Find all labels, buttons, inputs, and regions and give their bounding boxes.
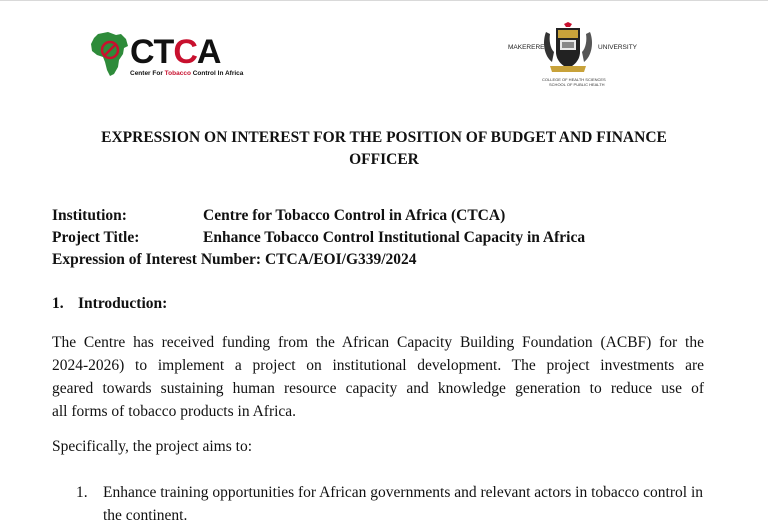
intro-paragraph: [52, 331, 704, 423]
intro-line: geared towards sustaining human resource capacity and knowledge generation to reduce use of: [52, 380, 704, 397]
intro-line: all forms of tobacco products in Africa.: [52, 403, 297, 420]
intro-line: 2024-2026) to implement a project on institutional development. The project investments are: [52, 357, 704, 374]
title-line-2: OFFICER: [349, 151, 419, 168]
makerere-college-text: COLLEGE OF HEALTH SCIENCES: [542, 77, 606, 82]
document-title: [40, 127, 728, 171]
institution-value: Centre for Tobacco Control in Africa (CTCA): [203, 207, 506, 224]
project-title-label: Project Title:: [52, 229, 140, 246]
intro-line: The Centre has received funding from the African Capacity Building Foundation (ACBF) for the: [52, 334, 704, 351]
project-title-value: Enhance Tobacco Control Institutional Capacity in Africa: [203, 229, 586, 246]
africa-map-icon: [88, 30, 132, 78]
eoi-number-value: CTCA/EOI/G339/2024: [264, 251, 417, 268]
list-item-number: 1.: [76, 484, 88, 501]
university-crest-icon: [540, 22, 596, 76]
title-line-1: EXPRESSION ON INTEREST FOR THE POSITION OF BUDGET AND FINANCE: [101, 129, 667, 146]
page-top-border: [0, 0, 768, 1]
makerere-right-text: UNIVERSITY: [598, 44, 638, 51]
list-item-text: Enhance training opportunities for African governments and relevant actors in tobacco control in the continent.: [103, 484, 703, 524]
eoi-number-label: Expression of Interest Number:: [52, 251, 262, 268]
section-number: 1.: [52, 295, 64, 312]
eoi-number-row: [52, 251, 417, 269]
section-title: Introduction:: [78, 295, 168, 312]
ctca-logo: [88, 30, 244, 80]
section-heading: [52, 295, 167, 313]
institution-label: Institution:: [52, 207, 127, 224]
ctca-wordmark: CTCA: [130, 33, 221, 71]
makerere-school-text: SCHOOL OF PUBLIC HEALTH: [549, 82, 605, 87]
makerere-left-text: MAKERERE: [508, 44, 545, 51]
aims-intro: Specifically, the project aims to:: [52, 438, 253, 455]
makerere-logo: [500, 20, 650, 90]
ctca-tagline: Center For Tobacco Control In Africa: [130, 70, 244, 77]
